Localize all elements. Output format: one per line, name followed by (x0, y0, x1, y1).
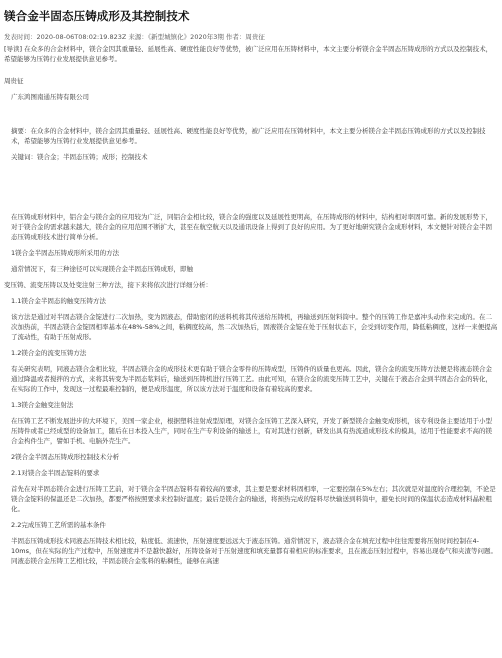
subsection-heading: 1.2镁合金的流变压铸方法 (11, 349, 87, 357)
section-heading: 2镁合金半固态压铸成形控制技术分析 (11, 453, 120, 461)
body-paragraph: 首先在对半固态镁合金进行压铸工艺前，对于镁合金半固态锭料有着较高的要求，其主要是要求材料固相率，一定要控制在5%左右；其次就是对温度的合理控制，不论是镁合金锭料的保温还是二次加热，都要严格按照要求来控制好温度；最后是镁合金的输送，将预热完成的锭料尽快输送到料筒中，避免长时间的保温状态造成材料晶粒粗化。 (11, 485, 496, 513)
body-paragraph: 变压铸、流变压铸以及处变注射三种方法，接下来将依次进行详细分析： (4, 281, 212, 289)
author-name: 周贵征 (4, 77, 24, 85)
body-paragraph: 有关研究表明，同液态镁合金相比较，半固态镁合金的成形技术更有助于镁合金零件的压铸成型，压铸件的质量也更高。因此，镁合金的流变压铸方法便是将液态镁合金通过降温或者搅拌的方式，来将其转变为半固态浆料后，输送到压铸机进行压铸工艺。由此可知，在镁合金的流变压铸工艺中，关键在于液态合金到半固态合金的转化，在实际的工作中，发现这一过程最难控制的，便是成形温度，所以该方法对于温度和设备有着较高的要求。 (11, 365, 492, 393)
subsection-heading: 1.3镁合金触变注射法 (11, 401, 74, 409)
subsection-heading: 1.1镁合金半固态的触变压铸方法 (11, 297, 106, 305)
body-paragraph: 半固态压铸成形技术同液态压铸技术相比较，粘度低、流速快，压射速度要远远大于液态压铸。通常情况下，液态镁合金在填充过程中往往需要将压射时间控制在4-10ms，但在实际的生产过程中，压射速度并不是越快越好，压铸设备对于压射速度和填充量都有着相应的标准要求，且在液态压射过程中，容易出现卷气和夹渣等问题。同液态镁合金压铸工艺相比较，半固态镁合金浆料的粘稠性，能够在高速 (11, 537, 497, 565)
keywords: 关键词：镁合金；半固态压铸；成形；控制技术 (11, 153, 148, 161)
author-affiliation: 广东鸿图南通压铸有限公司 (11, 93, 89, 101)
article-title: 镁合金半固态压铸成形及其控制技术 (4, 9, 190, 23)
article-lead: [导读] 在众多的合金材料中，镁合金因其重量轻、延展性高、硬度性能良好等优势，被广泛应用在压铸材料中，本文主要分析镁合金半固态压铸成形的方式以及控制技术，希望能够为压铸行业发展提供意见参考。 (4, 45, 493, 63)
body-paragraph: 通常情况下，有三种途径可以实现镁合金半固态压铸成形，即触 (11, 265, 193, 273)
article-meta: 发表时间：2020-08-06T08:02:19.823Z 来源：《新型城镇化》2020年3期 作者：周贵征 (4, 33, 265, 41)
abstract: 摘要：在众多的合金材料中，镁合金因其重量轻、延展性高、硬度性能良好等优势，被广泛应用在压铸材料中，本文主要分析镁合金半固态压铸成形的方式以及控制技术，希望能够为压铸行业发展提供意见参考。 (11, 127, 486, 145)
body-paragraph: 该方法是通过对半固态镁合金锭进行二次加热，变为固液态，借助密闭的送料机将其传送给压铸机，再输送到压射料筒中。整个的压铸工作是嘉冲头动作来完成的。在二次加热前，半固态镁合金锭固相率基本在48%-58%之间，粘稠度较高，然二次加热后，固液镁合金锭在处于压射状态下，会受到切变作用，降低粘稠度，这样一来便提高了流动性，有助于压射成形。 (11, 313, 498, 341)
subsection-heading: 2.1对镁合金半固态锭料的要求 (11, 469, 100, 477)
section-heading: 1镁合金半固态压铸成形所采用的方法 (11, 249, 120, 257)
body-paragraph: 在压铸工艺不断发展进步的大环境下，美国一家企业，根据塑料注射成型原理，对镁合金压铸工艺深入研究，开发了新型镁合金触变成形机，该专利设备主要适用于小型压铸件或者已经成型的设备加工，随后在日本投入生产，同时在生产专利设备的输送上，有对其进行创新，研发出具有热流道成形技术的模具，适用于性能要求不高的镁合金构件生产，譬如手机、电脑外壳生产。 (11, 417, 492, 445)
intro-paragraph: 在压铸成形材料中，铝合金与镁合金的应用较为广泛，同铝合金相比较，镁合金的强度以及延展性更明高，在压铸成形的材料中，结构相对率固可靠。新的发展形势下，对于镁合金的需求越来越大，镁合金的应用范围不断扩大，甚至在航空航天以及通讯设备上得到了良好的应用。为了更好地研究镁合金成形材料，本文便针对镁合金半固态压铸成形技术进行简单分析。 (11, 213, 492, 241)
article-page (0, 9, 502, 658)
subsection-heading: 2.2完成压铸工艺所需的基本条件 (11, 521, 106, 529)
